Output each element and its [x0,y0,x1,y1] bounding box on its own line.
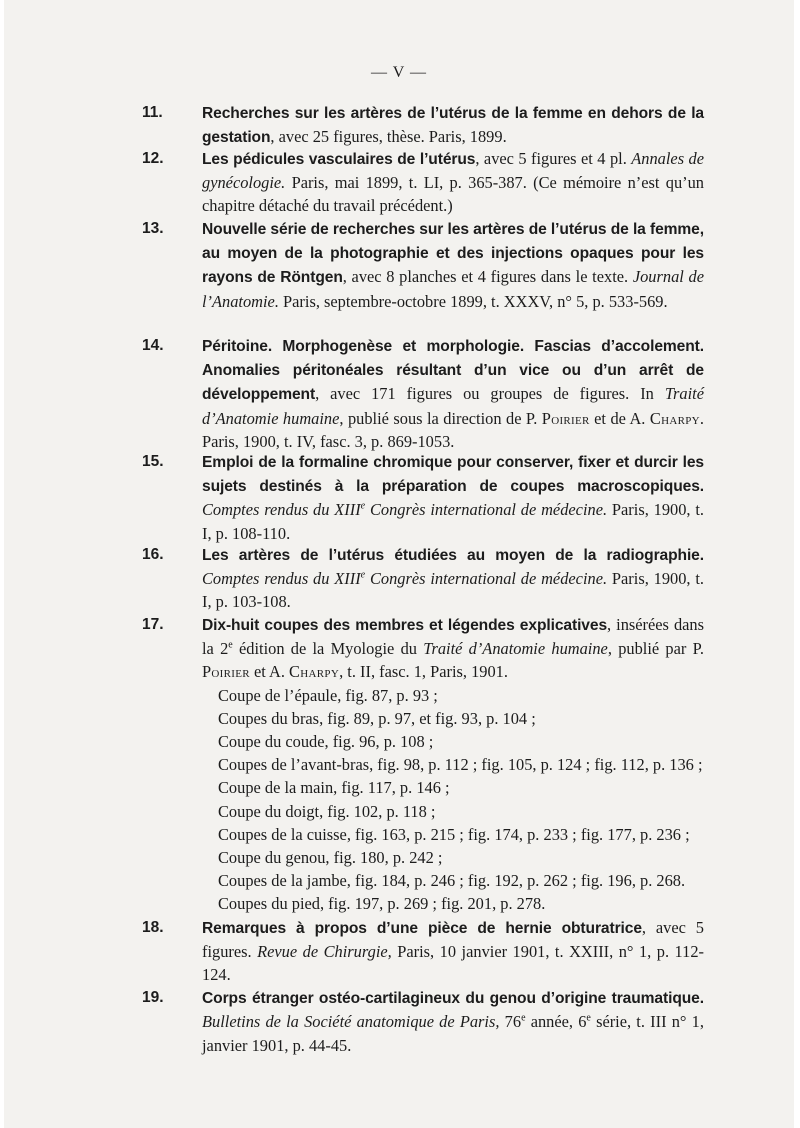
entry-details: édition de la Myologie du [232,639,424,659]
entry-journal: Congrès international de médecine. [365,500,608,520]
entry-number: 11. [142,104,163,121]
section-list-item: Coupe du genou, fig. 180, p. 242 ; [218,848,443,868]
entry-details: 76 [499,1012,522,1032]
book-page [4,0,794,1128]
entry-title: Péritoine. Morphogenèse et morphologie. Fascias d’accolement. Anomalies péritonéales résultant d’un vice ou d’un arrêt de développement [202,338,704,404]
entry-number: 19. [142,989,164,1007]
entry-title: Remarques à propos d’une pièce de hernie obturatrice [202,919,642,937]
entry-journal: Comptes rendus du XIII [202,569,361,589]
section-list-item: Coupes de la cuisse, fig. 163, p. 215 ; fig. 174, p. 233 ; fig. 177, p. 236 ; [218,824,690,844]
entry-details: , avec 8 planches et 4 figures dans le texte. [342,267,633,287]
entry-title: Les artères de l’utérus étudiées au moyen de la radiographie. [202,547,704,564]
entry-title: Recherches sur les artères de l’utérus de la femme en dehors de la gestation [202,105,704,147]
section-list-item: Coupe de l’épaule, fig. 87, p. 93 ; [218,685,438,705]
entry-details: , publié sous la direction de P. [339,408,542,428]
entry-author: Charpy [289,662,340,682]
entry-journal: Annales de gynécologie. [202,149,704,193]
entry-title: Nouvelle série de recherches sur les artères de l’utérus de la femme, au moyen de la photographie et des injections opaques pour les rayons de Röntgen [202,221,704,287]
entry-details-sup: e [521,1012,526,1024]
entry-number: 17. [142,616,164,633]
entry-number: 18. [142,918,164,936]
entry-details: Paris, 10 janvier 1901, t. XXIII, n° 1, p. 112-124. [202,941,704,985]
section-list-item: Coupes du pied, fig. 197, p. 269 ; fig. 201, p. 278. [218,894,546,914]
entry-details: série, t. III n° 1, janvier 1901, p. 44-45. [202,1012,704,1055]
entry-number: 13. [142,220,164,237]
section-list-item: Coupe de la main, fig. 117, p. 146 ; [218,778,450,798]
entry-details: , avec 171 figures ou groupes de figures. In [315,384,665,404]
section-list-item: Coupes de la jambe, fig. 184, p. 246 ; fig. 192, p. 262 ; fig. 196, p. 268. [218,871,686,891]
page-folio: — V — [371,64,427,81]
entry-title: Les pédicules vasculaires de l’utérus [202,151,476,168]
bibliography-entry-11 [142,101,704,147]
entry-details: , avec 5 figures et 4 pl. [475,149,632,168]
entry-details: et A. [249,662,290,682]
entry-details: et de A. [589,408,650,428]
section-list-item: Coupes du bras, fig. 89, p. 97, et fig. 93, p. 104 ; [218,708,536,728]
entry-journal: Bulletins de la Société anatomique de Paris, [202,1012,500,1032]
entry-details: . Paris, 1900, t. IV, fasc. 3, p. 869-1053. [202,408,705,451]
entry-title: Corps étranger ostéo-cartilagineux du genou d’origine traumatique. [202,990,704,1008]
bibliography-entry-14 [142,334,704,450]
bibliography-entry-18 [142,916,704,987]
bibliography-entry-15 [142,450,704,543]
entry-author: Charpy [649,408,700,428]
entry-journal: Journal de l’Anatomie. [202,267,704,311]
entry-details: année, 6 [525,1012,587,1032]
entry-author: Poirier [202,662,250,682]
entry-details: , insérées dans la 2 [202,615,704,659]
section-list-item: Coupe du coude, fig. 96, p. 108 ; [218,732,434,752]
entry-title: Emploi de la formaline chromique pour conserver, fixer et durcir les sujets destinés à la préparation de coupes macroscopiques. [202,454,704,496]
entry-details: Paris, mai 1899, t. LI, p. 365-387. (Ce mémoire n’est qu’un chapitre détaché du travail précédent.) [202,173,704,216]
entry-details: , publié par P. [607,639,705,659]
bibliography-entry-17 [142,613,704,916]
entry-number: 16. [142,546,164,563]
bibliography-entry-13 [142,217,704,334]
entry-journal: Revue de Chirurgie, [257,941,392,961]
entry-details-sup: e [586,1012,591,1024]
entry-journal-sup: e [360,569,366,581]
bibliography-list [142,101,704,1057]
entry-number: 14. [142,337,164,354]
section-list-item: Coupe du doigt, fig. 102, p. 118 ; [218,801,436,821]
entry-journal-sup: e [360,500,366,512]
bibliography-entry-19 [142,986,704,1057]
entry-journal: Traité d’Anatomie humaine [202,384,704,428]
entry-number: 12. [142,150,164,167]
entry-details: , t. II, fasc. 1, Paris, 1901. [339,662,508,682]
entry-details: Paris, septembre-octobre 1899, t. XXXV, n° 5, p. 533-569. [278,291,668,311]
bibliography-entry-12 [142,147,704,217]
entry-author: Poirier [541,408,590,428]
entry-journal: Congrès international de médecine. [365,569,608,589]
bibliography-entry-16 [142,543,704,613]
entry-details: , avec 5 figures. [202,917,704,961]
entry-details-sup: e [228,639,233,651]
section-list-item: Coupes de l’avant-bras, fig. 98, p. 112 ; fig. 105, p. 124 ; fig. 112, p. 136 ; [218,755,703,775]
entry-number: 15. [142,453,164,470]
entry-title: Dix-huit coupes des membres et légendes explicatives [202,617,608,634]
entry-journal: Traité d’Anatomie humaine [423,639,608,659]
entry-journal: Comptes rendus du XIII [202,500,361,520]
entry-details: Paris, 1900, t. I, p. 103-108. [202,569,704,612]
entry-details: Paris, 1900, t. I, p. 108-110. [202,500,704,543]
entry-details: , avec 25 figures, thèse. Paris, 1899. [270,127,507,147]
